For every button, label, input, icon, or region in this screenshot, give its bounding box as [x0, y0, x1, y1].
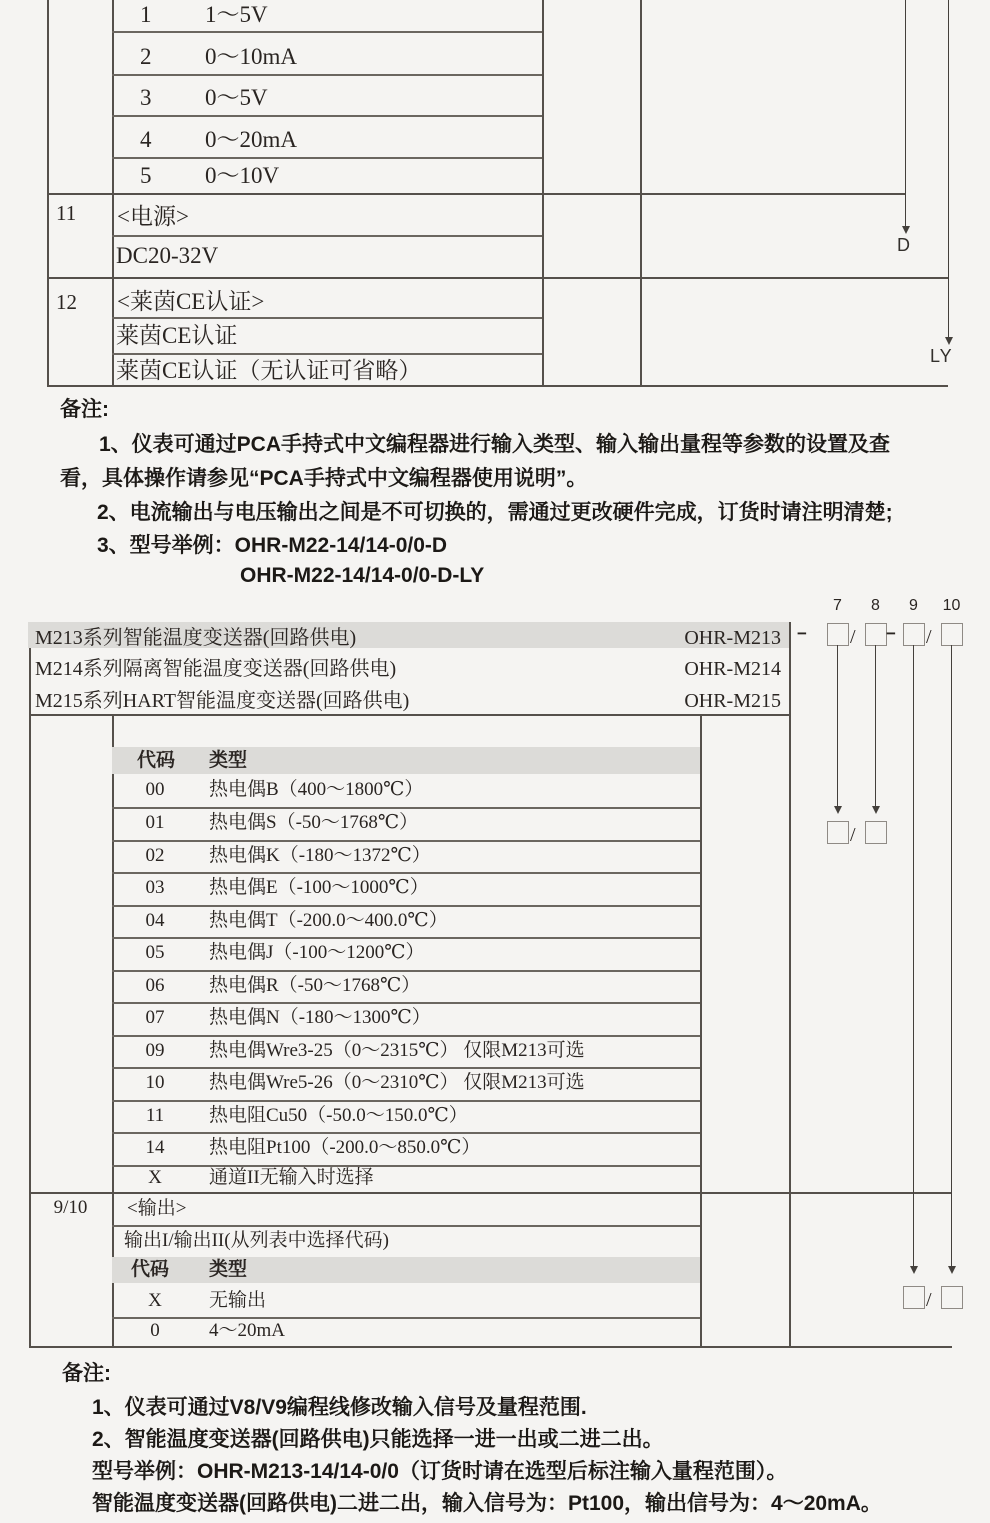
row-divider — [112, 1002, 700, 1004]
row-divider — [112, 317, 542, 319]
row-divider — [112, 840, 700, 842]
table-border — [700, 714, 702, 1346]
slash-separator: / — [926, 626, 932, 648]
row-divider — [112, 1317, 700, 1319]
input-code: 03 — [145, 877, 165, 898]
option-label: 0～10V — [205, 163, 280, 188]
row-divider — [112, 970, 700, 972]
input-type: 热电阻Cu50（-50.0～150.0℃） — [209, 1105, 468, 1126]
note-line: 看，具体操作请参见“PCA手持式中文编程器使用说明”。 — [60, 467, 588, 490]
input-type: 热电偶N（-180～1300℃） — [209, 1007, 431, 1028]
input-type: 热电偶T（-200.0～400.0℃） — [209, 910, 448, 931]
position-number-9: 9 — [909, 597, 918, 614]
input-type: 热电偶B（400～1800℃） — [209, 779, 424, 800]
column-header-code: 代码 — [131, 1259, 170, 1280]
row-number: 12 — [56, 290, 77, 314]
note-line: 1、仪表可通过PCA手持式中文编程器进行输入类型、输入输出量程等参数的设置及查 — [99, 433, 891, 456]
row-divider — [112, 1132, 700, 1134]
row-divider — [112, 872, 700, 874]
row-divider — [112, 115, 542, 117]
input-code-box-8 — [865, 821, 887, 844]
connector-line-10 — [951, 645, 952, 1266]
code-box-8 — [865, 623, 887, 646]
note-line: OHR-M22-14/14-0/0-D-LY — [240, 564, 485, 587]
input-type: 热电偶S（-50～1768℃） — [209, 812, 419, 833]
note-line: 1、仪表可通过V8/V9编程线修改输入信号及量程范围. — [92, 1396, 587, 1419]
row-divider — [112, 74, 542, 76]
connector-line-8 — [875, 645, 876, 807]
connector-line-9 — [913, 645, 914, 1266]
row-divider — [112, 937, 700, 939]
column-header-type: 类型 — [209, 750, 248, 771]
row-divider — [112, 1100, 700, 1102]
row-divider — [112, 31, 542, 33]
dash-separator: − — [797, 624, 807, 643]
note-line: 型号举例：OHR-M213-14/14-0/0（订货时请在选型后标注输入量程范围）。 — [92, 1460, 788, 1483]
position-number-7: 7 — [833, 597, 842, 614]
option-code: 1 — [140, 2, 152, 27]
input-code: 01 — [145, 812, 165, 833]
arrowhead-icon — [948, 1266, 956, 1274]
input-type: 热电偶E（-100～1000℃） — [209, 877, 429, 898]
series-model: OHR-M214 — [684, 658, 781, 680]
option-code: 4 — [140, 127, 152, 152]
note-line: 智能温度变送器(回路供电)二进二出，输入信号为：Pt100，输出信号为：4～20mA。 — [92, 1492, 882, 1515]
section-border — [47, 193, 905, 195]
slash-separator: / — [926, 1289, 932, 1311]
input-code: 11 — [145, 1105, 165, 1126]
row-divider — [112, 353, 542, 355]
section-title: <莱茵CE认证> — [117, 289, 265, 314]
input-code: 10 — [145, 1072, 165, 1093]
notes-title: 备注: — [60, 398, 109, 421]
dash-separator: − — [886, 624, 896, 643]
arrowhead-icon — [902, 226, 910, 234]
input-type: 热电偶K（-180～1372℃） — [209, 845, 431, 866]
input-code: 05 — [145, 942, 165, 963]
output-row-number: 9/10 — [53, 1197, 88, 1218]
output-subtitle: 输出I/输出II(从列表中选择代码) — [124, 1230, 389, 1251]
row-number: 11 — [56, 201, 77, 225]
column-header-code: 代码 — [137, 750, 176, 771]
input-type: 通道II无输入时选择 — [209, 1167, 374, 1188]
position-number-10: 10 — [942, 597, 961, 614]
table-border — [29, 648, 31, 1346]
input-code: 04 — [145, 910, 165, 931]
connector-line-ly — [948, 0, 949, 337]
input-type: 热电偶Wre3-25（0～2315℃） 仅限M213可选 — [209, 1040, 585, 1061]
row-divider — [112, 905, 700, 907]
arrowhead-icon — [872, 806, 880, 814]
series-model: OHR-M215 — [684, 690, 781, 712]
slash-separator: / — [850, 824, 856, 846]
row-divider — [112, 1035, 700, 1037]
input-code-box-7 — [827, 821, 849, 844]
code-box-9 — [903, 623, 925, 646]
arrow-label-d: D — [897, 235, 911, 255]
input-type: 热电偶J（-100～1200℃） — [209, 942, 425, 963]
note-line: 3、型号举例：OHR-M22-14/14-0/0-D — [97, 534, 448, 557]
option-label: 0～5V — [205, 85, 268, 110]
output-type: 无输出 — [209, 1290, 267, 1311]
output-title: <输出> — [127, 1198, 187, 1219]
input-type: 热电偶Wre5-26（0～2310℃） 仅限M213可选 — [209, 1072, 585, 1093]
slash-separator: / — [850, 626, 856, 648]
note-line: 2、智能温度变送器(回路供电)只能选择一进一出或二进二出。 — [92, 1428, 664, 1451]
row-divider — [112, 807, 700, 809]
output-code-box-10 — [941, 1286, 963, 1309]
code-box-10 — [941, 623, 963, 646]
notes-title: 备注: — [62, 1362, 111, 1385]
input-code: 02 — [145, 845, 165, 866]
arrowhead-icon — [834, 806, 842, 814]
series-model: OHR-M213 — [684, 627, 781, 649]
output-type: 4～20mA — [209, 1320, 286, 1341]
section-option: 莱茵CE认证（无认证可省略） — [116, 358, 422, 383]
section-border — [47, 277, 948, 279]
row-divider — [112, 235, 542, 237]
position-number-8: 8 — [871, 597, 880, 614]
arrowhead-icon — [945, 337, 953, 345]
note-line: 2、电流输出与电压输出之间是不可切换的，需通过更改硬件完成，订货时请注明清楚; — [97, 501, 893, 524]
option-label: 0～20mA — [205, 127, 297, 152]
output-code: 0 — [150, 1320, 160, 1341]
series-name: M215系列HART智能温度变送器(回路供电) — [35, 690, 410, 712]
connector-line-d — [905, 0, 906, 226]
table-border — [789, 622, 791, 1346]
input-type: 热电偶R（-50～1768℃） — [209, 975, 421, 996]
row-divider — [112, 1225, 700, 1227]
output-code-box-9 — [903, 1286, 925, 1309]
code-box-7 — [827, 623, 849, 646]
input-code: 14 — [145, 1137, 165, 1158]
series-name: M213系列智能温度变送器(回路供电) — [35, 627, 357, 649]
section-option: DC20-32V — [116, 243, 219, 268]
table-bottom-border — [47, 385, 948, 387]
series-name: M214系列隔离智能温度变送器(回路供电) — [35, 658, 397, 680]
option-label: 0～10mA — [205, 44, 297, 69]
input-code: 07 — [145, 1007, 165, 1028]
option-label: 1～5V — [205, 2, 268, 27]
column-header-type: 类型 — [209, 1259, 248, 1280]
option-code: 3 — [140, 85, 152, 110]
row-divider — [112, 1165, 700, 1167]
section-title: <电源> — [117, 204, 189, 229]
input-code: 09 — [145, 1040, 165, 1061]
input-code: 00 — [145, 779, 165, 800]
input-type: 热电阻Pt100（-200.0～850.0℃） — [209, 1137, 481, 1158]
header-band — [112, 1257, 700, 1283]
option-code: 2 — [140, 44, 152, 69]
option-code: 5 — [140, 163, 152, 188]
arrow-label-ly: LY — [930, 346, 953, 366]
row-divider — [112, 157, 542, 159]
input-code: 06 — [145, 975, 165, 996]
section-option: 莱茵CE认证 — [116, 323, 238, 348]
output-code: X — [148, 1290, 162, 1311]
arrowhead-icon — [910, 1266, 918, 1274]
section-border — [29, 1192, 952, 1194]
section-border — [29, 714, 791, 716]
input-code: X — [148, 1167, 162, 1188]
row-divider — [112, 1067, 700, 1069]
table-bottom-border — [29, 1346, 952, 1348]
header-band — [112, 747, 700, 774]
connector-line-7 — [837, 645, 838, 807]
